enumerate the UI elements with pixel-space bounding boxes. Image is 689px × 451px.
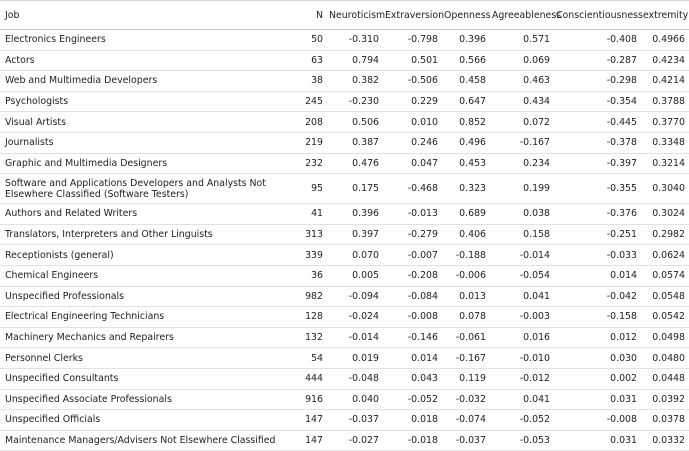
table-cell-n: 444 (289, 368, 326, 389)
table-cell-agreeableness: 0.072 (489, 112, 553, 133)
table-cell-job: Unspecified Professionals (0, 286, 289, 307)
table-cell-extraversion: -0.468 (382, 174, 441, 204)
table-row (0, 368, 689, 389)
table-row (0, 348, 689, 369)
table-cell-agreeableness: -0.010 (489, 348, 553, 369)
table-cell-n: 245 (289, 91, 326, 112)
table-row (0, 430, 689, 451)
table-cell-extraversion: -0.052 (382, 389, 441, 410)
table-cell-openness: 0.013 (441, 286, 489, 307)
table-cell-agreeableness: -0.053 (489, 430, 553, 451)
table-cell-openness: -0.167 (441, 348, 489, 369)
table-cell-n: 147 (289, 430, 326, 451)
table-cell-job: Chemical Engineers (0, 265, 289, 286)
table-row (0, 410, 689, 431)
table-cell-extremity: 0.0498 (640, 327, 689, 348)
table-cell-n: 232 (289, 153, 326, 174)
table-cell-extremity: 0.0574 (640, 265, 689, 286)
table-cell-job: Receptionists (general) (0, 245, 289, 266)
table-cell-openness: -0.061 (441, 327, 489, 348)
table-cell-neuroticism: 0.387 (326, 132, 382, 153)
table-cell-extremity: 0.2982 (640, 224, 689, 245)
table-cell-conscientiousness: -0.355 (553, 174, 640, 204)
table-row (0, 174, 689, 204)
header-row (0, 1, 689, 30)
table-cell-extremity: 0.0548 (640, 286, 689, 307)
table-cell-conscientiousness: -0.251 (553, 224, 640, 245)
table-cell-neuroticism: 0.019 (326, 348, 382, 369)
table-cell-conscientiousness: -0.397 (553, 153, 640, 174)
table-body (0, 30, 689, 451)
table-cell-extraversion: -0.007 (382, 245, 441, 266)
table-cell-job: Visual Artists (0, 112, 289, 133)
table-row (0, 224, 689, 245)
table-cell-neuroticism: 0.397 (326, 224, 382, 245)
table-cell-openness: 0.566 (441, 50, 489, 71)
table-cell-n: 147 (289, 410, 326, 431)
table-cell-job: Web and Multimedia Developers (0, 71, 289, 92)
table-cell-extraversion: -0.008 (382, 307, 441, 328)
table-cell-agreeableness: 0.158 (489, 224, 553, 245)
table-cell-neuroticism: 0.040 (326, 389, 382, 410)
table-cell-extraversion: 0.047 (382, 153, 441, 174)
table-cell-openness: 0.453 (441, 153, 489, 174)
table-cell-extremity: 0.0480 (640, 348, 689, 369)
table-cell-agreeableness: 0.038 (489, 204, 553, 225)
table-cell-extremity: 0.3024 (640, 204, 689, 225)
table-cell-job: Unspecified Officials (0, 410, 289, 431)
table-cell-job: Authors and Related Writers (0, 204, 289, 225)
table-cell-job: Machinery Mechanics and Repairers (0, 327, 289, 348)
table-cell-extremity: 0.3214 (640, 153, 689, 174)
table-cell-extraversion: 0.018 (382, 410, 441, 431)
table-cell-job: Journalists (0, 132, 289, 153)
column-header-extremity[interactable]: extremity (640, 1, 689, 30)
table-cell-extraversion: -0.208 (382, 265, 441, 286)
table-row (0, 50, 689, 71)
column-header-openness[interactable]: Openness (441, 1, 489, 30)
table-cell-extraversion: 0.043 (382, 368, 441, 389)
table-cell-neuroticism: 0.506 (326, 112, 382, 133)
table-cell-openness: 0.689 (441, 204, 489, 225)
table-cell-job: Electrical Engineering Technicians (0, 307, 289, 328)
table-cell-extremity: 0.0392 (640, 389, 689, 410)
table-cell-openness: 0.647 (441, 91, 489, 112)
table-cell-neuroticism: -0.037 (326, 410, 382, 431)
table-row (0, 30, 689, 51)
table-cell-job: Graphic and Multimedia Designers (0, 153, 289, 174)
table-cell-job: Unspecified Consultants (0, 368, 289, 389)
table-cell-conscientiousness: -0.298 (553, 71, 640, 92)
column-header-agreeableness[interactable]: Agreeableness (489, 1, 553, 30)
table-cell-agreeableness: 0.041 (489, 286, 553, 307)
table-cell-openness: 0.458 (441, 71, 489, 92)
table-row (0, 389, 689, 410)
table-cell-openness: 0.496 (441, 132, 489, 153)
table-cell-job: Unspecified Associate Professionals (0, 389, 289, 410)
table-cell-neuroticism: 0.382 (326, 71, 382, 92)
table-cell-openness: 0.396 (441, 30, 489, 51)
table-cell-conscientiousness: -0.158 (553, 307, 640, 328)
table-cell-n: 38 (289, 71, 326, 92)
table-row (0, 307, 689, 328)
table-cell-conscientiousness: -0.378 (553, 132, 640, 153)
table-cell-openness: 0.078 (441, 307, 489, 328)
column-header-extraversion[interactable]: Extraversion (382, 1, 441, 30)
table-cell-neuroticism: -0.027 (326, 430, 382, 451)
table-cell-extremity: 0.4214 (640, 71, 689, 92)
table-row (0, 204, 689, 225)
table-row (0, 286, 689, 307)
table-row (0, 91, 689, 112)
table-row (0, 132, 689, 153)
table-cell-agreeableness: 0.463 (489, 71, 553, 92)
table-cell-extremity: 0.3348 (640, 132, 689, 153)
table-cell-neuroticism: -0.094 (326, 286, 382, 307)
table-cell-n: 982 (289, 286, 326, 307)
table-cell-agreeableness: 0.571 (489, 30, 553, 51)
table-cell-extraversion: -0.013 (382, 204, 441, 225)
table-cell-job: Translators, Interpreters and Other Linguists (0, 224, 289, 245)
table-cell-conscientiousness: -0.408 (553, 30, 640, 51)
table-cell-n: 63 (289, 50, 326, 71)
table-cell-neuroticism: 0.175 (326, 174, 382, 204)
table-cell-neuroticism: -0.014 (326, 327, 382, 348)
table-cell-n: 95 (289, 174, 326, 204)
table-cell-extremity: 0.4234 (640, 50, 689, 71)
table-cell-extremity: 0.3040 (640, 174, 689, 204)
table-cell-extremity: 0.4966 (640, 30, 689, 51)
table-cell-extremity: 0.0378 (640, 410, 689, 431)
table-cell-openness: -0.074 (441, 410, 489, 431)
table-cell-job: Personnel Clerks (0, 348, 289, 369)
table-cell-extraversion: -0.506 (382, 71, 441, 92)
table-row (0, 265, 689, 286)
table-cell-conscientiousness: -0.354 (553, 91, 640, 112)
table-cell-job: Software and Applications Developers and Analysts Not Elsewhere Classified (Software Testers) (0, 174, 289, 204)
table-cell-extraversion: 0.246 (382, 132, 441, 153)
table-row (0, 245, 689, 266)
table-cell-agreeableness: 0.234 (489, 153, 553, 174)
table-cell-job: Maintenance Managers/Advisers Not Elsewhere Classified (0, 430, 289, 451)
table-cell-neuroticism: 0.070 (326, 245, 382, 266)
table-cell-conscientiousness: 0.030 (553, 348, 640, 369)
table-cell-openness: 0.852 (441, 112, 489, 133)
table-cell-conscientiousness: -0.376 (553, 204, 640, 225)
table-cell-agreeableness: -0.167 (489, 132, 553, 153)
table-cell-n: 916 (289, 389, 326, 410)
table-cell-n: 128 (289, 307, 326, 328)
column-header-n[interactable]: N (289, 1, 326, 30)
table-cell-agreeableness: 0.069 (489, 50, 553, 71)
table-cell-openness: -0.032 (441, 389, 489, 410)
table-cell-extraversion: 0.010 (382, 112, 441, 133)
table-cell-conscientiousness: -0.008 (553, 410, 640, 431)
table-cell-openness: 0.119 (441, 368, 489, 389)
table-cell-extraversion: -0.146 (382, 327, 441, 348)
table-cell-extraversion: -0.018 (382, 430, 441, 451)
table-cell-agreeableness: 0.434 (489, 91, 553, 112)
table-cell-neuroticism: -0.048 (326, 368, 382, 389)
table-row (0, 71, 689, 92)
table-cell-extraversion: 0.501 (382, 50, 441, 71)
table-cell-job: Actors (0, 50, 289, 71)
table-cell-job: Electronics Engineers (0, 30, 289, 51)
table-cell-n: 132 (289, 327, 326, 348)
table-cell-n: 41 (289, 204, 326, 225)
column-header-conscientiousness[interactable]: Conscientiousness (553, 1, 640, 30)
table-cell-extremity: 0.0542 (640, 307, 689, 328)
table-cell-neuroticism: -0.310 (326, 30, 382, 51)
table-cell-conscientiousness: 0.031 (553, 389, 640, 410)
column-header-neuroticism[interactable]: Neuroticism (326, 1, 382, 30)
table-cell-openness: -0.188 (441, 245, 489, 266)
table-cell-agreeableness: -0.014 (489, 245, 553, 266)
table-row (0, 153, 689, 174)
table-cell-job: Psychologists (0, 91, 289, 112)
table-cell-conscientiousness: -0.445 (553, 112, 640, 133)
table-cell-agreeableness: 0.199 (489, 174, 553, 204)
table-cell-conscientiousness: 0.012 (553, 327, 640, 348)
table-cell-agreeableness: -0.003 (489, 307, 553, 328)
table-cell-extraversion: 0.014 (382, 348, 441, 369)
table-cell-extremity: 0.0332 (640, 430, 689, 451)
table-cell-openness: 0.406 (441, 224, 489, 245)
table-cell-agreeableness: -0.054 (489, 265, 553, 286)
column-header-job[interactable]: Job (0, 1, 289, 30)
table-cell-extraversion: -0.279 (382, 224, 441, 245)
table-cell-n: 313 (289, 224, 326, 245)
table-cell-extremity: 0.3770 (640, 112, 689, 133)
table-cell-neuroticism: -0.230 (326, 91, 382, 112)
table-cell-conscientiousness: -0.287 (553, 50, 640, 71)
table-cell-openness: -0.037 (441, 430, 489, 451)
table-cell-neuroticism: 0.794 (326, 50, 382, 71)
table-row (0, 327, 689, 348)
table-cell-openness: 0.323 (441, 174, 489, 204)
table-cell-n: 50 (289, 30, 326, 51)
table-cell-extremity: 0.0624 (640, 245, 689, 266)
table-cell-extraversion: -0.798 (382, 30, 441, 51)
table-cell-agreeableness: -0.052 (489, 410, 553, 431)
table-cell-extraversion: 0.229 (382, 91, 441, 112)
table-cell-extremity: 0.0448 (640, 368, 689, 389)
table-cell-agreeableness: -0.012 (489, 368, 553, 389)
table-cell-conscientiousness: -0.033 (553, 245, 640, 266)
table-cell-n: 339 (289, 245, 326, 266)
table-cell-conscientiousness: 0.031 (553, 430, 640, 451)
table-cell-n: 208 (289, 112, 326, 133)
table-cell-conscientiousness: 0.014 (553, 265, 640, 286)
table-row (0, 112, 689, 133)
table-cell-conscientiousness: 0.002 (553, 368, 640, 389)
table-cell-neuroticism: 0.005 (326, 265, 382, 286)
table-cell-neuroticism: 0.396 (326, 204, 382, 225)
table-cell-neuroticism: 0.476 (326, 153, 382, 174)
table-cell-n: 54 (289, 348, 326, 369)
table-cell-agreeableness: 0.016 (489, 327, 553, 348)
table-cell-neuroticism: -0.024 (326, 307, 382, 328)
table-cell-conscientiousness: -0.042 (553, 286, 640, 307)
table-cell-agreeableness: 0.041 (489, 389, 553, 410)
table-cell-openness: -0.006 (441, 265, 489, 286)
table-cell-extraversion: -0.084 (382, 286, 441, 307)
table-cell-extremity: 0.3788 (640, 91, 689, 112)
table-cell-n: 36 (289, 265, 326, 286)
table-cell-n: 219 (289, 132, 326, 153)
